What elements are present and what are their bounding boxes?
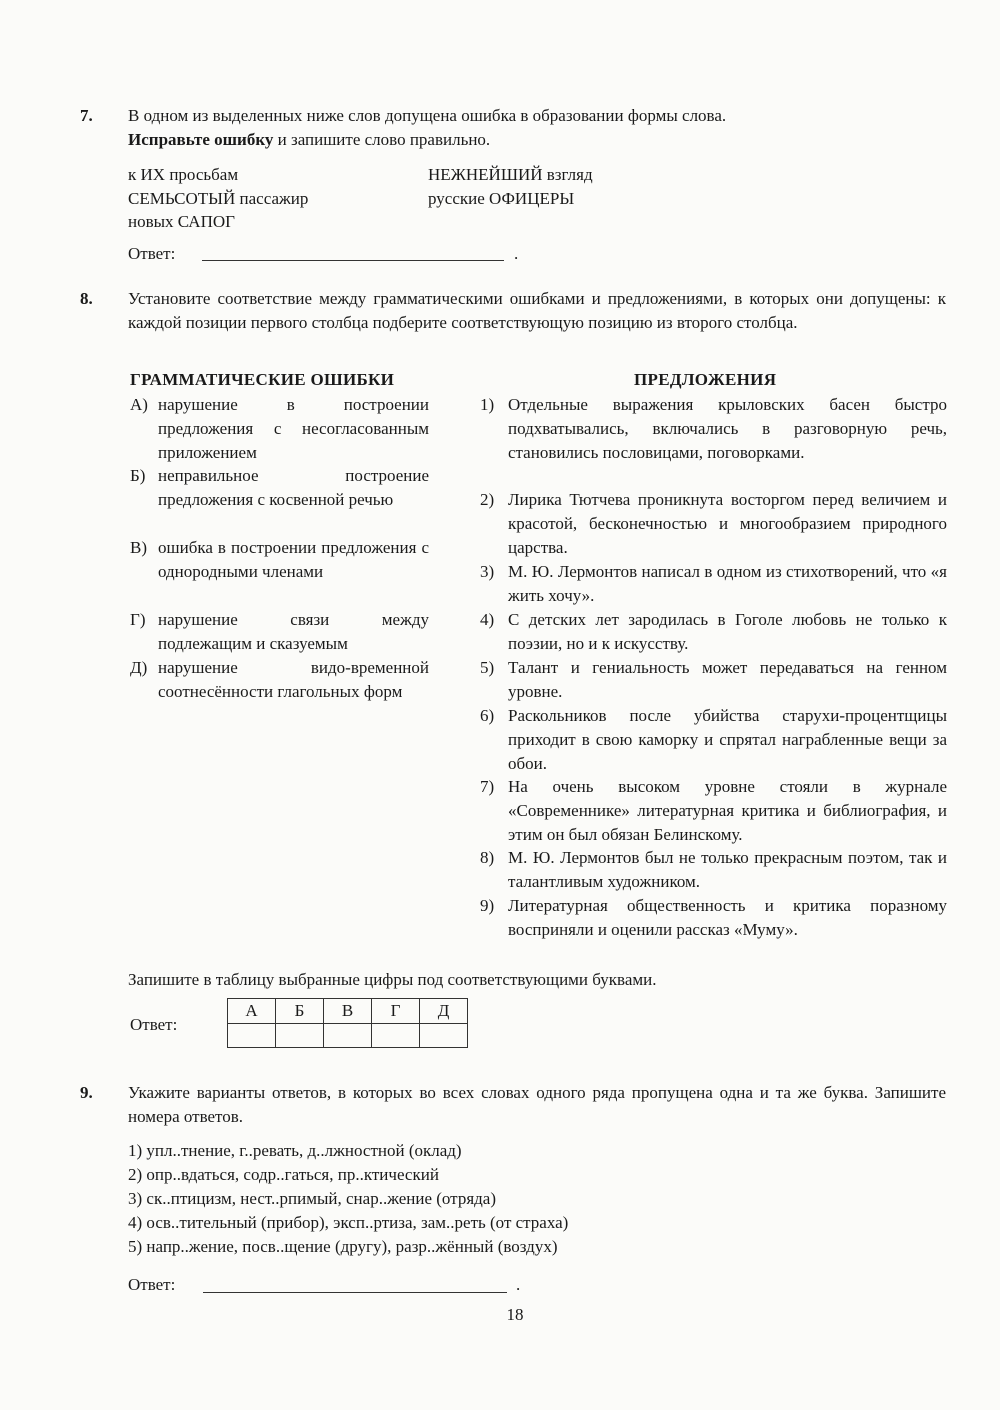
q9-answer-end: .: [516, 1275, 521, 1294]
error-text: нарушение связи между подлежащим и сказуемым: [158, 610, 429, 653]
page-number: 18: [506, 1305, 524, 1324]
q7-word: русские ОФИЦЕРЫ: [428, 189, 575, 208]
sentence-label: 4): [480, 610, 495, 629]
question-7-text: [128, 104, 946, 152]
sentence-text: Литературная общественность и критика поразному восприняли и оценили рассказ «Муму».: [508, 896, 947, 939]
sentences-heading: ПРЕДЛОЖЕНИЯ: [634, 370, 777, 389]
answer-table-header: Д: [420, 999, 468, 1024]
error-label: Б): [130, 466, 146, 485]
errors-heading: ГРАММАТИЧЕСКИЕ ОШИБКИ: [130, 370, 395, 389]
sentence-label: 9): [480, 896, 495, 915]
question-8-text: Установите соответствие между грамматическими ошибками и предложениями, в которых они допущены: к каждой позиции первого столбца подберите соответствующую позицию из второго столбца.: [128, 289, 946, 332]
q9-option: 4) осв..тительный (прибор), эксп..ртиза, зам..реть (от страха): [128, 1213, 569, 1232]
q9-answer-field[interactable]: [203, 1270, 507, 1293]
error-text: ошибка в построении предложения с однородными членами: [158, 538, 429, 581]
question-9-text: Укажите варианты ответов, в которых во всех словах одного ряда пропущена одна и та же буква. Запишите номера ответов.: [128, 1083, 946, 1126]
answer-table-header: А: [228, 999, 276, 1024]
error-text: нарушение видо-временной соотнесённости глагольных форм: [158, 658, 429, 701]
q7-word: к ИХ просьбам: [128, 165, 239, 184]
sentence-label: 8): [480, 848, 495, 867]
question-7-text-2: и запишите слово правильно.: [273, 130, 491, 149]
answer-cell-v[interactable]: [324, 1024, 372, 1048]
q7-word: НЕЖНЕЙШИЙ взгляд: [428, 165, 593, 184]
question-7-number: 7.: [80, 106, 93, 125]
question-7-text-1: В одном из выделенных ниже слов допущена ошибка в образовании формы слова.: [128, 106, 727, 125]
sentence-text: М. Ю. Лермонтов был не только прекрасным поэтом, так и талантливым художником.: [508, 848, 947, 891]
answer-table-header: Б: [276, 999, 324, 1024]
error-text: неправильное построение предложения с косвенной речью: [158, 466, 429, 509]
error-label: А): [130, 395, 148, 414]
answer-table: [227, 998, 468, 1048]
question-7-text-bold: Исправьте ошибку: [128, 130, 274, 149]
sentence-text: Отдельные выражения крыловских басен быстро подхватывались, включались в разговорную речь, становились пословицами, поговорками.: [508, 395, 947, 462]
answer-table-header: В: [324, 999, 372, 1024]
q7-word: СЕМЬСОТЫЙ пассажир: [128, 189, 309, 208]
q8-answer-label: Ответ:: [130, 1015, 178, 1034]
q7-answer-field[interactable]: [202, 238, 504, 261]
q7-answer-end: .: [514, 244, 519, 263]
sentence-label: 6): [480, 706, 495, 725]
answer-table-header: Г: [372, 999, 420, 1024]
sentence-text: Лирика Тютчева проникнута восторгом перед величием и красотой, бесконечностью и многообразием природного царства.: [508, 490, 947, 557]
error-text: нарушение в построении предложения с несогласованным приложением: [158, 395, 429, 462]
q9-option: 3) ск..птицизм, нест..рпимый, снар..жение (отряда): [128, 1189, 496, 1208]
sentence-text: М. Ю. Лермонтов написал в одном из стихотворений, что «я жить хочу».: [508, 562, 947, 605]
error-label: Д): [130, 658, 148, 677]
sentence-text: Раскольников после убийства старухи-процентщицы приходит в свою каморку и спрятал награбленные вещи за обои.: [508, 706, 947, 773]
question-9-number: 9.: [80, 1083, 93, 1102]
q9-answer-label: Ответ:: [128, 1275, 176, 1294]
sentence-text: На очень высоком уровне стояли в журнале «Современнике» литературная критика и библиография, и этим он был обязан Белинскому.: [508, 777, 947, 844]
sentence-label: 7): [480, 777, 495, 796]
q7-answer-label: Ответ:: [128, 244, 176, 263]
q9-option: 1) упл..тнение, г..ревать, д..лжностной (оклад): [128, 1141, 462, 1160]
answer-cell-b[interactable]: [276, 1024, 324, 1048]
sentence-label: 5): [480, 658, 495, 677]
error-label: В): [130, 538, 147, 557]
sentence-label: 2): [480, 490, 495, 509]
answer-cell-g[interactable]: [372, 1024, 420, 1048]
answer-cell-a[interactable]: [228, 1024, 276, 1048]
sentence-text: С детских лет зародилась в Гоголе любовь не только к поэзии, но и к искусству.: [508, 610, 947, 653]
q8-instruction: Запишите в таблицу выбранные цифры под соответствующими буквами.: [128, 970, 657, 989]
q9-option: 2) опр..вдаться, содр..гаться, пр..ктический: [128, 1165, 439, 1184]
q9-option: 5) напр..жение, посв..щение (другу), разр..жённый (воздух): [128, 1237, 558, 1256]
sentence-text: Талант и гениальность может передаваться на генном уровне.: [508, 658, 947, 701]
answer-cell-d[interactable]: [420, 1024, 468, 1048]
question-8-number: 8.: [80, 289, 93, 308]
error-label: Г): [130, 610, 146, 629]
sentence-label: 3): [480, 562, 495, 581]
q7-word: новых САПОГ: [128, 212, 235, 231]
sentence-label: 1): [480, 395, 495, 414]
